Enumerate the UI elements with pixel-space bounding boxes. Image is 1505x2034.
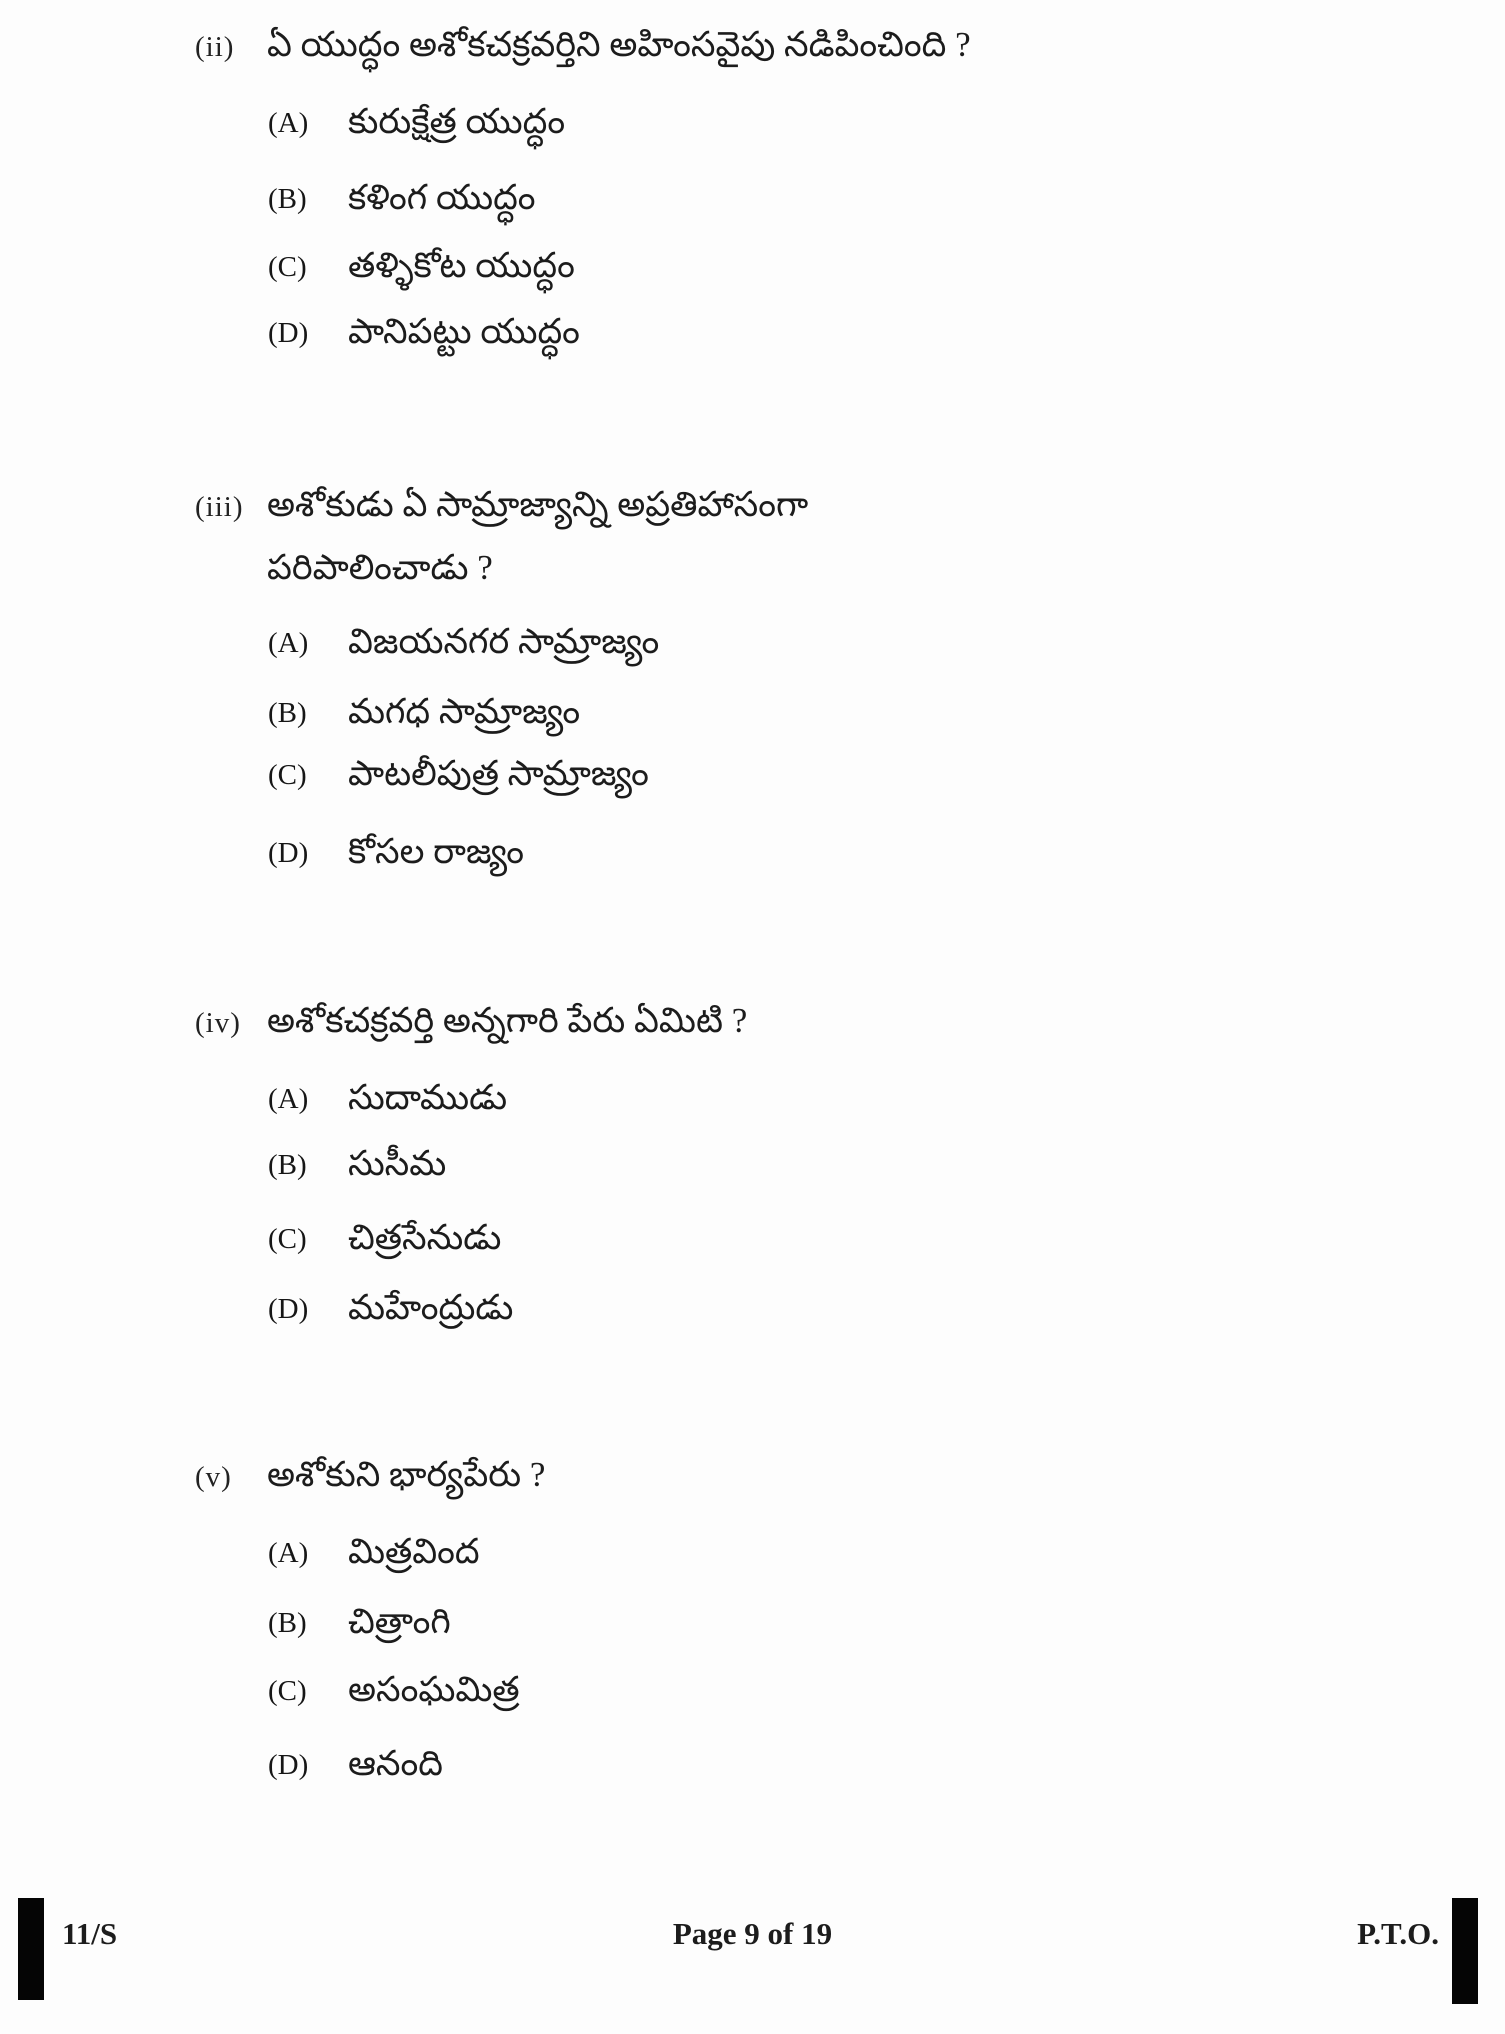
option-label: (D) — [268, 1749, 309, 1781]
option-label: (A) — [268, 1537, 309, 1569]
option-label: (D) — [268, 317, 309, 349]
option-row — [268, 752, 649, 796]
option-row — [268, 1216, 501, 1260]
right-crop-bar — [1452, 1898, 1478, 2004]
option-label: (C) — [268, 1223, 307, 1255]
option-text: కురుక్షేత్ర యుద్ధం — [348, 102, 566, 141]
option-row — [268, 1668, 520, 1712]
option-text: మహేంద్రుడు — [348, 1288, 514, 1327]
question-number: (v) — [195, 1461, 232, 1493]
option-text: సుసీమ — [348, 1144, 447, 1183]
option-label: (C) — [268, 1675, 307, 1707]
option-text: విజయనగర సామ్రాజ్యం — [348, 622, 660, 661]
option-row — [268, 830, 524, 874]
option-label: (C) — [268, 251, 307, 283]
question-text: అశోకుడు ఏ సామ్రాజ్యాన్ని అప్రతిహాసంగా — [267, 485, 809, 524]
option-text: తళ్ళికోట యుద్ధం — [348, 246, 575, 285]
question-text: అశోకచక్రవర్తి అన్నగారి పేరు ఏమిటి ? — [267, 1001, 748, 1040]
question-ii — [195, 22, 971, 68]
option-label: (B) — [268, 697, 307, 729]
option-row — [268, 620, 659, 664]
option-label: (B) — [268, 183, 307, 215]
option-row — [268, 310, 580, 354]
question-v — [195, 1452, 545, 1498]
option-row — [268, 176, 536, 220]
option-row — [268, 100, 565, 144]
option-label: (A) — [268, 107, 309, 139]
option-text: అసంఘమిత్ర — [348, 1670, 520, 1709]
option-row — [268, 1142, 446, 1186]
option-label: (A) — [268, 1083, 309, 1115]
option-row — [268, 1530, 480, 1574]
option-text: ఆనంది — [348, 1744, 443, 1783]
question-number: (iv) — [195, 1007, 241, 1039]
paper-code: 11/S — [62, 1916, 118, 1951]
option-row — [268, 690, 580, 734]
question-text: అశోకుని భార్యపేరు ? — [267, 1455, 546, 1494]
option-text: పానిపట్టు యుద్ధం — [348, 312, 580, 351]
question-number: (ii) — [195, 31, 235, 63]
option-text: కోసల రాజ్యం — [348, 832, 524, 871]
option-label: (B) — [268, 1607, 307, 1639]
question-number: (iii) — [195, 491, 244, 523]
page-number: Page 9 of 19 — [672, 1916, 833, 1951]
option-label: (A) — [268, 627, 309, 659]
question-text: ఏ యుద్ధం అశోకచక్రవర్తిని అహింసవైపు నడిపించింది ? — [267, 25, 971, 64]
question-iv — [195, 998, 747, 1044]
option-row — [268, 244, 575, 288]
option-row — [268, 1286, 513, 1330]
option-text: చిత్రాంగి — [348, 1602, 451, 1641]
question-text-line2: పరిపాలించాడు ? — [267, 548, 493, 587]
option-label: (D) — [268, 1293, 309, 1325]
option-row — [268, 1076, 507, 1120]
option-label: (B) — [268, 1149, 307, 1181]
option-text: కళింగ యుద్ధం — [348, 178, 536, 217]
option-text: మగధ సామ్రాజ్యం — [348, 692, 581, 731]
option-text: చిత్రసేనుడు — [348, 1218, 502, 1257]
option-label: (D) — [268, 837, 309, 869]
pto-label: P.T.O. — [1357, 1916, 1439, 1951]
question-iii — [195, 482, 808, 528]
option-text: సుదాముడు — [348, 1078, 508, 1117]
option-row — [268, 1742, 443, 1786]
option-text: పాటలీపుత్ర సామ్రాజ్యం — [348, 754, 649, 793]
option-row — [268, 1600, 451, 1644]
option-label: (C) — [268, 759, 307, 791]
option-text: మిత్రవింద — [348, 1532, 480, 1571]
